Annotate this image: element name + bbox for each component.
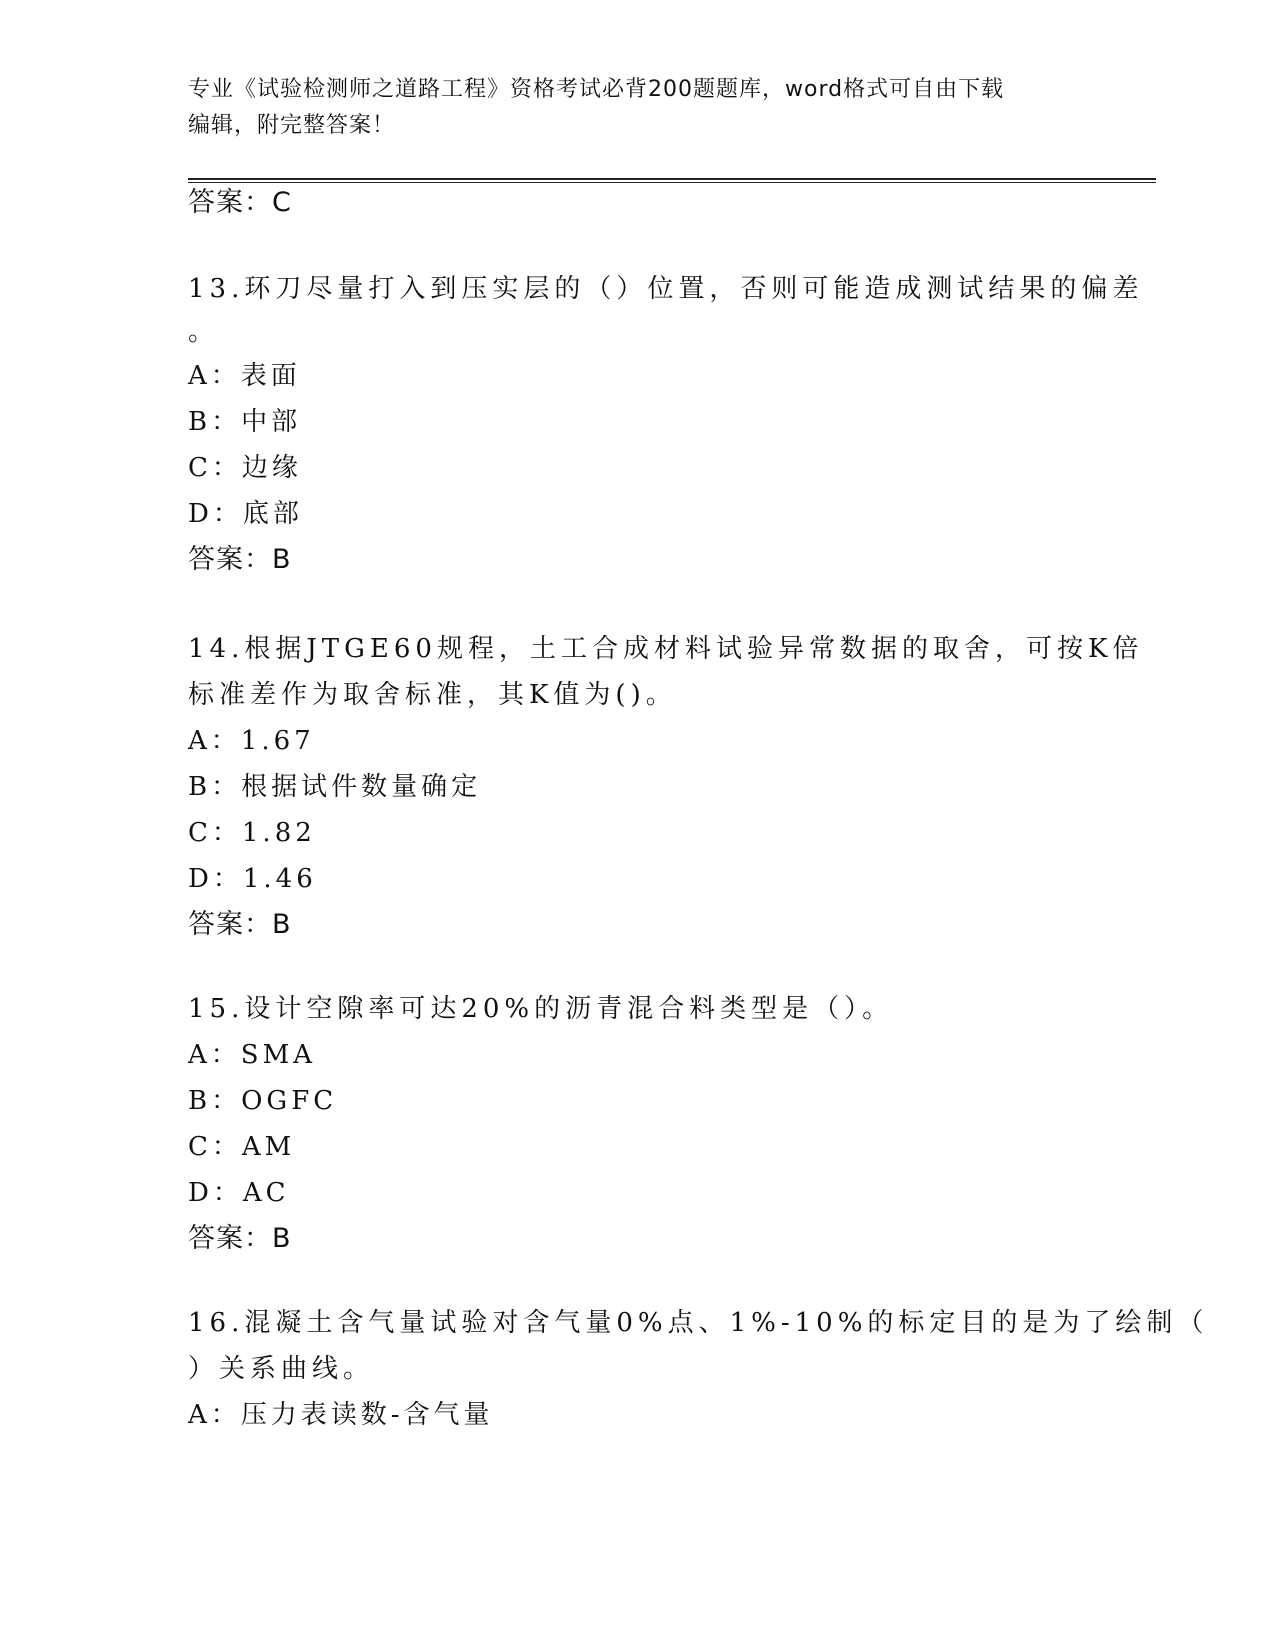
question-text-line: 14.根据JTGE60规程，土工合成材料试验异常数据的取舍，可按K倍 xyxy=(188,634,1144,664)
previous-answer-block xyxy=(188,180,1088,226)
option-a: A：压力表读数-含气量 xyxy=(188,1400,494,1430)
question-text-line: 15.设计空隙率可达20%的沥青混合料类型是（）。 xyxy=(188,994,894,1024)
question-text-line: 。 xyxy=(188,317,220,347)
question-16 xyxy=(188,1300,1209,1438)
option-d: D：1.46 xyxy=(188,864,317,894)
answer-line: 答案：B xyxy=(188,1223,292,1254)
question-text-line: 13.环刀尽量打入到压实层的（）位置，否则可能造成测试结果的偏差 xyxy=(188,274,1144,304)
question-13 xyxy=(188,266,1144,583)
option-a: A：1.67 xyxy=(188,726,315,756)
header-line-2: 编辑，附完整答案！ xyxy=(188,113,396,138)
option-d: D：AC xyxy=(188,1178,290,1208)
option-c: C：AM xyxy=(188,1132,296,1162)
question-15 xyxy=(188,986,1088,1262)
option-b: B：中部 xyxy=(188,407,302,437)
question-14 xyxy=(188,626,1144,948)
answer-line: 答案：B xyxy=(188,544,292,575)
answer-line: 答案：B xyxy=(188,909,292,940)
answer-line: 答案：C xyxy=(188,187,292,218)
option-a: A：表面 xyxy=(188,361,301,391)
page-header xyxy=(188,72,1088,144)
option-b: B：根据试件数量确定 xyxy=(188,772,482,802)
question-text-line: 标准差作为取舍标准，其K值为()。 xyxy=(188,680,677,710)
option-a: A：SMA xyxy=(188,1040,316,1070)
header-line-1: 专业《试验检测师之道路工程》资格考试必背200题题库，word格式可自由下载 xyxy=(188,77,1005,102)
option-d: D：底部 xyxy=(188,499,303,529)
option-c: C：1.82 xyxy=(188,818,316,848)
question-text-line: 16.混凝土含气量试验对含气量0%点、1%-10%的标定目的是为了绘制（ xyxy=(188,1308,1209,1338)
option-b: B：OGFC xyxy=(188,1086,338,1116)
question-text-line: ）关系曲线。 xyxy=(188,1354,375,1384)
option-c: C：边缘 xyxy=(188,453,302,483)
